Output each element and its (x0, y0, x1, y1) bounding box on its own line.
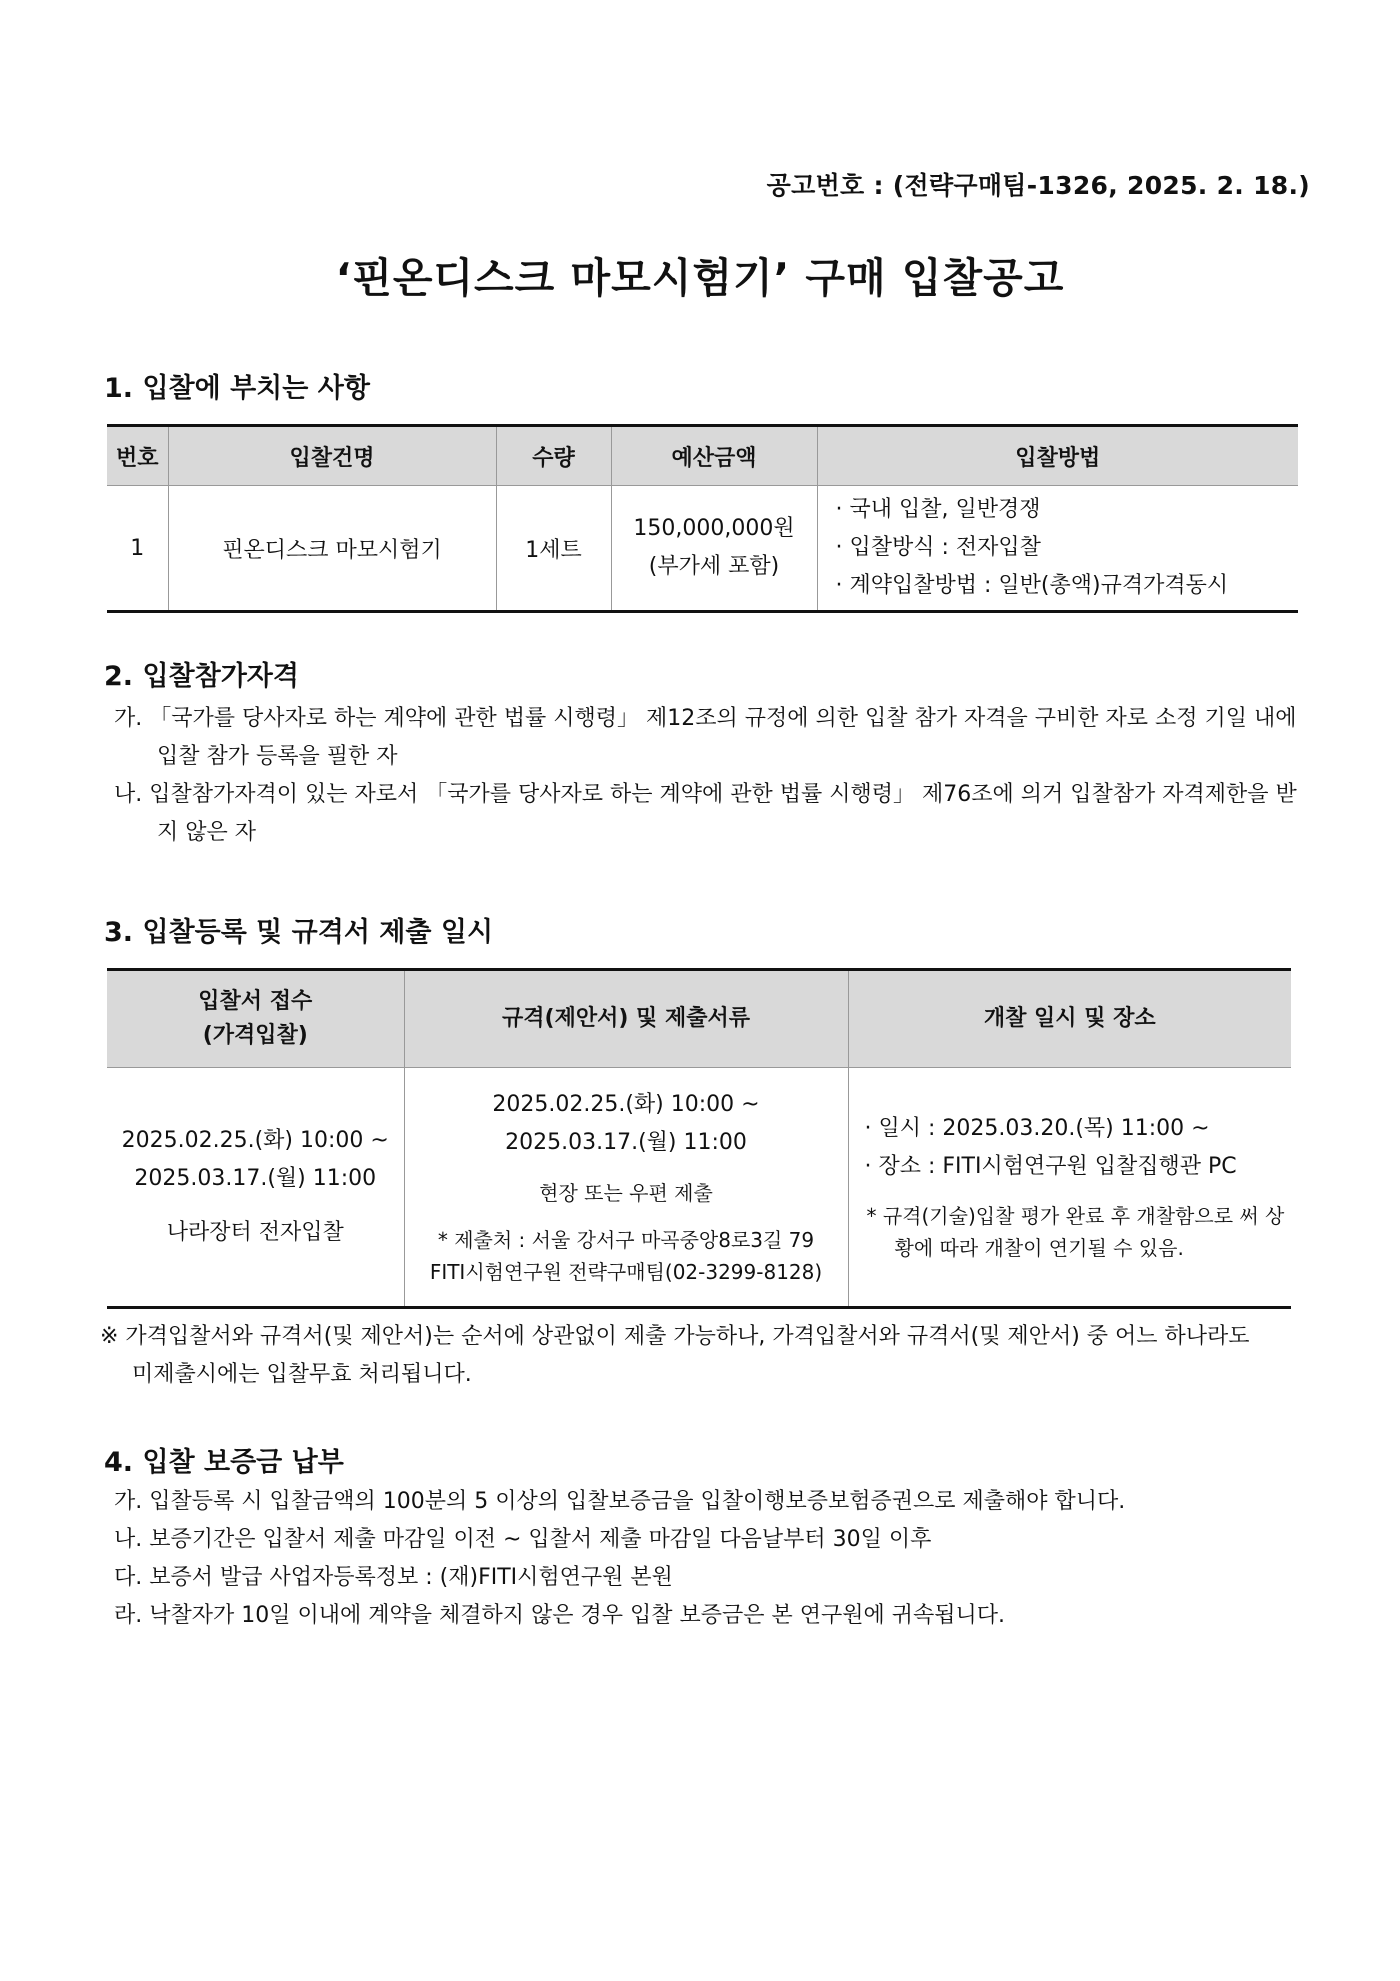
table-header-row (107, 426, 1298, 486)
section2-heading: 2. 입찰참가자격 (104, 661, 299, 692)
deposit-item-a: 가. 입찰등록 시 입찰금액의 100분의 5 이상의 입찰보증금을 입찰이행보증보험증권으로 제출해야 합니다. (114, 1489, 1126, 1514)
submission-address: * 제출처 : 서울 강서구 마곡중앙8로3길 79 (437, 1228, 815, 1252)
cell-no: 1 (107, 486, 168, 612)
budget-amount: 150,000,000원 (633, 516, 795, 541)
deposit-item-c: 다. 보증서 발급 사업자등록정보 : (재)FITI시험연구원 본원 (114, 1565, 673, 1590)
opening-place: · 장소 : FITI시험연구원 입찰집행관 PC (864, 1154, 1237, 1179)
budget-note: (부가세 포함) (648, 554, 780, 579)
cell-spec-documents (404, 1068, 848, 1308)
cell-method (817, 486, 1298, 612)
column-header-qty: 수량 (496, 426, 611, 486)
qualification-item-b: 나. 입찰참가자격이 있는 자로서 「국가를 당사자로 하는 계약에 관한 법률 시행령」 제76조에 의거 입찰참가 자격제한을 받지 않은 자 (114, 782, 1297, 845)
section4-heading: 4. 입찰 보증금 납부 (104, 1447, 344, 1478)
column-header-budget: 예산금액 (611, 426, 817, 486)
method-line: · 입찰방식 : 전자입찰 (835, 535, 1041, 560)
section3-heading: 3. 입찰등록 및 규격서 제출 일시 (104, 917, 494, 948)
schedule-table (107, 968, 1291, 1309)
table-row (107, 1068, 1291, 1308)
section1-heading: 1. 입찰에 부치는 사항 (104, 373, 370, 404)
column-header-method: 입찰방법 (817, 426, 1298, 486)
column-header-opening: 개찰 일시 및 장소 (848, 970, 1291, 1068)
method-line: · 국내 입찰, 일반경쟁 (835, 497, 1041, 522)
method-line: · 계약입찰방법 : 일반(총액)규격가격동시 (835, 573, 1229, 598)
cell-opening (848, 1068, 1291, 1308)
column-header-no: 번호 (107, 426, 168, 486)
cell-name: 핀온디스크 마모시험기 (168, 486, 496, 612)
opening-note: * 규격(기술)입찰 평가 완료 후 개찰함으로 써 상황에 따라 개찰이 연기될 수 있음. (866, 1204, 1285, 1260)
notice-number: 공고번호 : (전략구매팀-1326, 2025. 2. 18.) (766, 171, 1310, 200)
submission-method: 현장 또는 우편 제출 (539, 1181, 713, 1205)
period-end: 2025.03.17.(월) 11:00 (134, 1166, 377, 1191)
opening-datetime: · 일시 : 2025.03.20.(목) 11:00 ~ (864, 1116, 1210, 1141)
schedule-remark: ※ 가격입찰서와 규격서(및 제안서)는 순서에 상관없이 제출 가능하나, 가격입찰서와 규격서(및 제안서) 중 어느 하나라도 미제출시에는 입찰무효 처리됩니다. (100, 1324, 1250, 1387)
qualification-item-a: 가. 「국가를 당사자로 하는 계약에 관한 법률 시행령」 제12조의 규정에 의한 입찰 참가 자격을 구비한 자로 소정 기일 내에 입찰 참가 등록을 필한 자 (114, 706, 1297, 769)
cell-qty: 1세트 (496, 486, 611, 612)
deposit-item-b: 나. 보증기간은 입찰서 제출 마감일 이전 ~ 입찰서 제출 마감일 다음날부터 30일 이후 (114, 1527, 932, 1552)
header-line: (가격입찰) (202, 1023, 308, 1048)
period-end: 2025.03.17.(월) 11:00 (505, 1130, 747, 1155)
column-header-name: 입찰건명 (168, 426, 496, 486)
header-line: 입찰서 접수 (198, 989, 313, 1014)
submission-contact: FITI시험연구원 전략구매팀(02-3299-8128) (429, 1260, 823, 1284)
document-title: ‘핀온디스크 마모시험기’ 구매 입찰공고 (335, 254, 1065, 302)
column-header-bid-receipt (107, 970, 404, 1068)
period-start: 2025.02.25.(화) 10:00 ~ (492, 1092, 760, 1117)
bid-items-table (107, 424, 1298, 613)
cell-bid-receipt (107, 1068, 404, 1308)
submission-method: 나라장터 전자입찰 (166, 1220, 344, 1245)
table-header-row (107, 970, 1291, 1068)
deposit-item-d: 라. 낙찰자가 10일 이내에 계약을 체결하지 않은 경우 입찰 보증금은 본 연구원에 귀속됩니다. (114, 1603, 1005, 1628)
cell-budget (611, 486, 817, 612)
column-header-spec-documents: 규격(제안서) 및 제출서류 (404, 970, 848, 1068)
table-row (107, 486, 1298, 612)
period-start: 2025.02.25.(화) 10:00 ~ (121, 1128, 389, 1153)
